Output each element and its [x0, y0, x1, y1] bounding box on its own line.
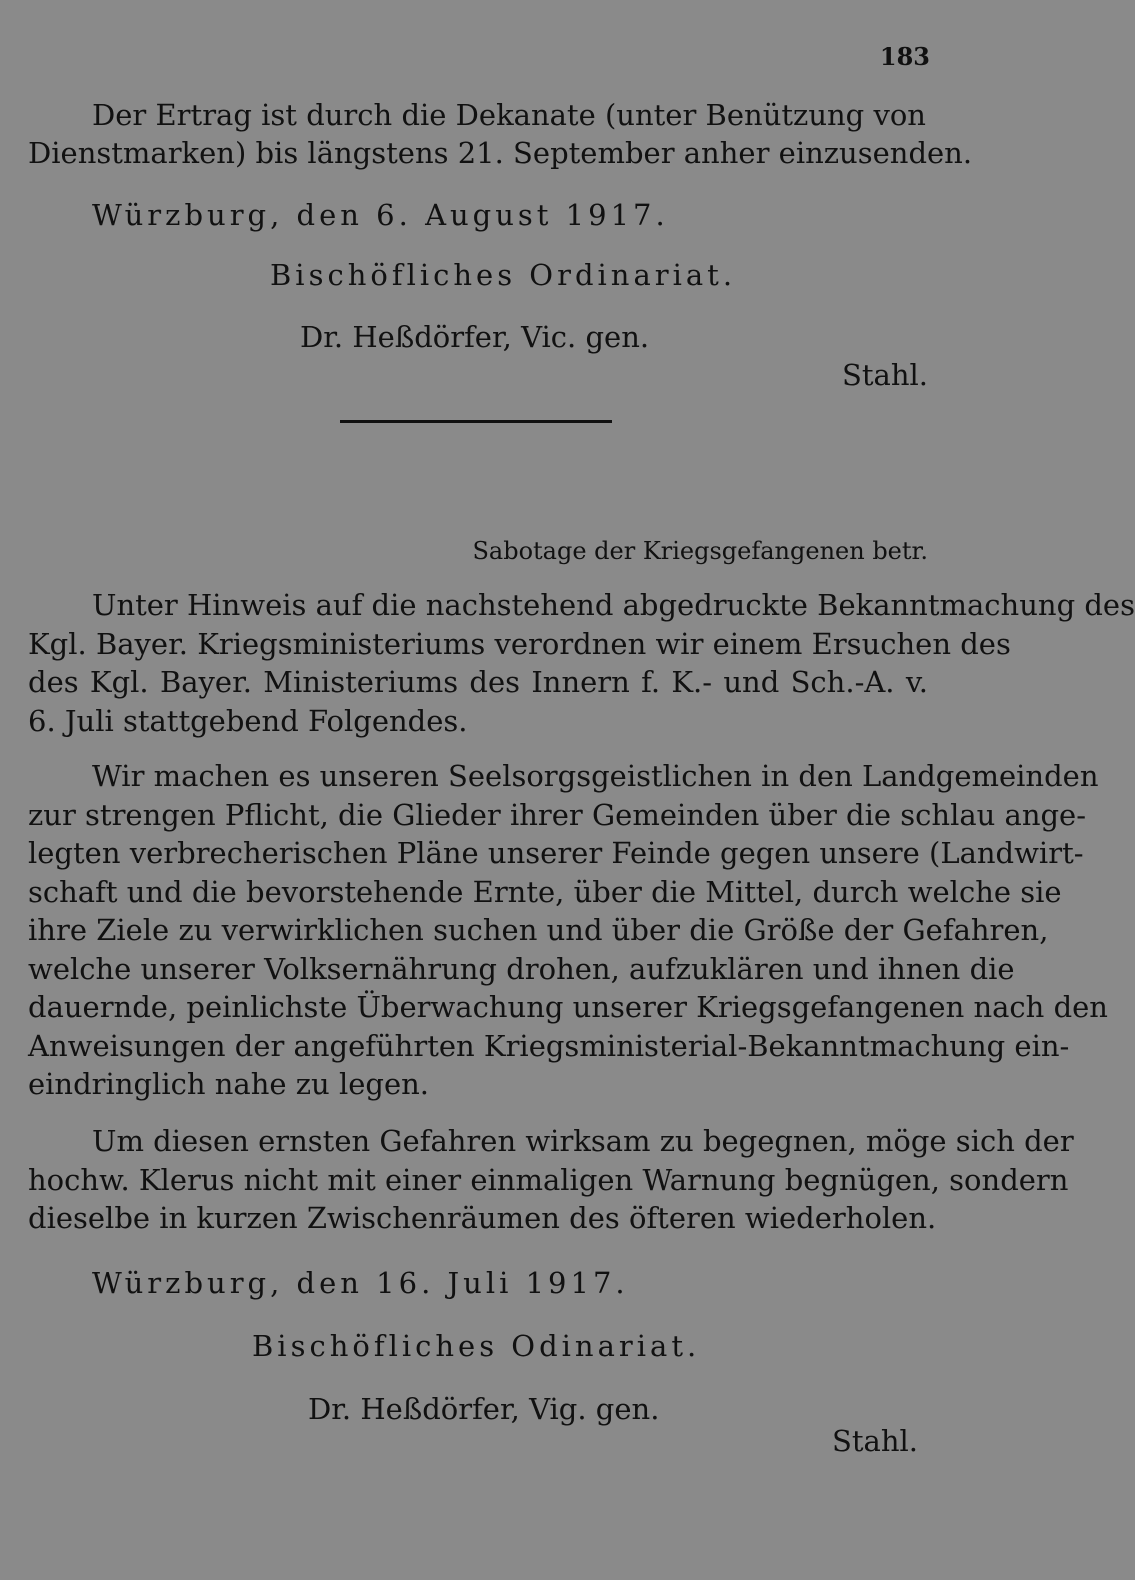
countersign-2: Stahl.: [832, 1424, 918, 1458]
office-2: Bischöfliches Odinariat.: [252, 1329, 701, 1363]
para1-line: Kgl. Bayer. Kriegsministeriums verordnen wir einem Ersuchen des: [28, 627, 1011, 661]
para2-line: dauernde, peinlichste Überwachung unserer Kriegsgefangenen nach den: [28, 990, 1108, 1024]
para3-line: Um diesen ernsten Gefahren wirksam zu begegnen, möge sich der: [92, 1124, 1074, 1158]
para3-line: hochw. Klerus nicht mit einer einmaligen Warnung begnügen, sondern: [28, 1163, 1069, 1197]
para1-line: 6. Juli stattgebend Folgendes.: [28, 704, 468, 738]
para2-line: ihre Ziele zu verwirklichen suchen und über die Größe der Gefahren,: [28, 913, 1049, 947]
page-number: 183: [879, 42, 930, 71]
para2-line: Anweisungen der angeführten Kriegsministerial-Bekanntmachung ein-: [28, 1029, 1070, 1063]
para3-line: dieselbe in kurzen Zwischenräumen des öfteren wiederholen.: [28, 1201, 937, 1235]
signatory-1: Dr. Heßdörfer, Vic. gen.: [300, 320, 650, 354]
office-1: Bischöfliches Ordinariat.: [270, 258, 737, 292]
para2-line: schaft und die bevorstehende Ernte, über die Mittel, durch welche sie: [28, 875, 1062, 909]
para1-line: Unter Hinweis auf die nachstehend abgedruckte Bekanntmachung des: [92, 588, 1135, 622]
para2-line: legten verbrecherischen Pläne unserer Feinde gegen unsere (Landwirt-: [28, 836, 1084, 870]
section1-para-line: Der Ertrag ist durch die Dekanate (unter Benützung von: [92, 98, 926, 132]
para2-line: eindringlich nahe zu legen.: [28, 1067, 430, 1101]
para1-line: des Kgl. Bayer. Ministeriums des Innern f. K.- und Sch.-A. v.: [28, 665, 928, 699]
para2-line: welche unserer Volksernährung drohen, aufzuklären und ihnen die: [28, 952, 1015, 986]
section-divider: [340, 420, 612, 423]
place-date-1: Würzburg, den 6. August 1917.: [92, 198, 669, 232]
para2-line: Wir machen es unseren Seelsorgsgeistlichen in den Landgemeinden: [92, 759, 1099, 793]
signatory-2: Dr. Heßdörfer, Vig. gen.: [308, 1392, 660, 1426]
countersign-1: Stahl.: [842, 358, 928, 392]
para2-line: zur strengen Pflicht, die Glieder ihrer Gemeinden über die schlau ange-: [28, 798, 1087, 832]
place-date-2: Würzburg, den 16. Juli 1917.: [92, 1266, 629, 1300]
subject-line: Sabotage der Kriegsgefangenen betr.: [472, 537, 928, 565]
section1-para-line: Dienstmarken) bis längstens 21. September anher einzusenden.: [28, 136, 973, 170]
